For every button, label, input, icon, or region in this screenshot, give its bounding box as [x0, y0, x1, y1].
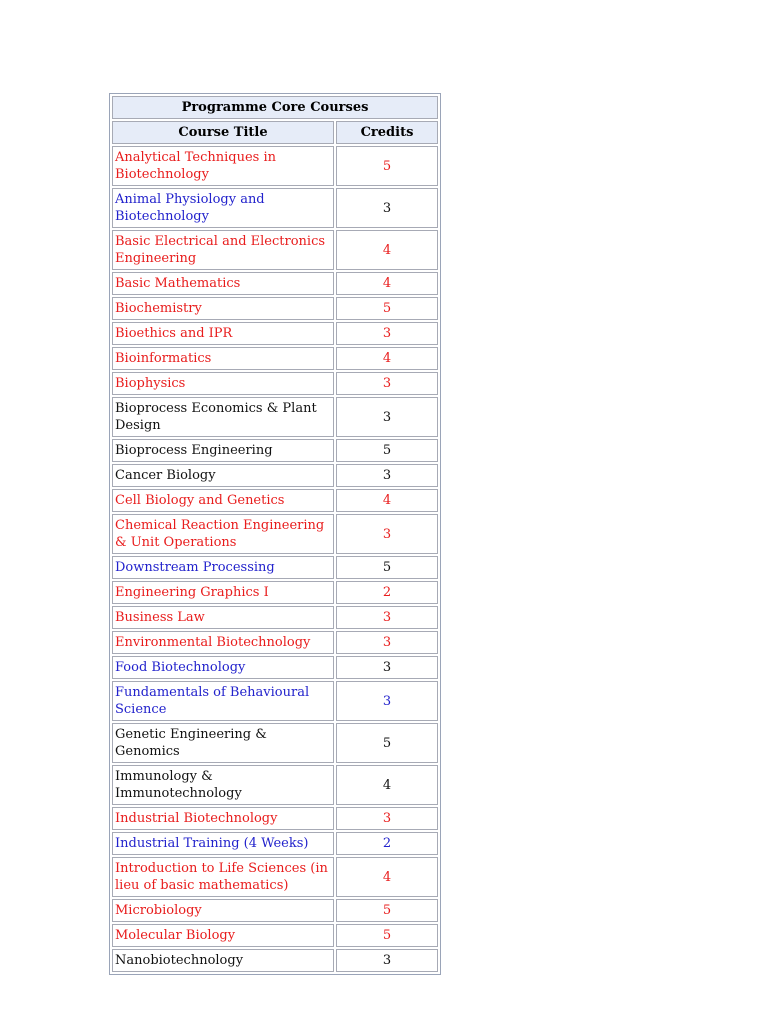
credits-cell: 3	[336, 322, 438, 345]
credits-cell: 5	[336, 556, 438, 579]
credits-cell: 3	[336, 606, 438, 629]
course-title-cell[interactable]: Biophysics	[112, 372, 334, 395]
credits-cell: 3	[336, 631, 438, 654]
table-caption-row	[112, 96, 438, 119]
table-row	[112, 949, 438, 972]
course-title-cell[interactable]: Molecular Biology	[112, 924, 334, 947]
table-row	[112, 807, 438, 830]
course-title-cell[interactable]: Analytical Techniques in Biotechnology	[112, 146, 334, 186]
table-row	[112, 489, 438, 512]
table-row	[112, 188, 438, 228]
table-row	[112, 631, 438, 654]
credits-cell: 3	[336, 514, 438, 554]
course-title-cell: Cancer Biology	[112, 464, 334, 487]
column-header-course-title: Course Title	[112, 121, 334, 144]
table-row	[112, 347, 438, 370]
course-title-cell[interactable]: Basic Electrical and Electronics Engineering	[112, 230, 334, 270]
course-title-cell[interactable]: Biochemistry	[112, 297, 334, 320]
table-row	[112, 146, 438, 186]
credits-cell: 5	[336, 723, 438, 763]
course-title-cell[interactable]: Chemical Reaction Engineering & Unit Operations	[112, 514, 334, 554]
table-row	[112, 297, 438, 320]
course-title-cell[interactable]: Engineering Graphics I	[112, 581, 334, 604]
credits-cell: 3	[336, 372, 438, 395]
course-title-cell[interactable]: Downstream Processing	[112, 556, 334, 579]
course-title-cell[interactable]: Environmental Biotechnology	[112, 631, 334, 654]
course-title-cell: Immunology & Immunotechnology	[112, 765, 334, 805]
table-row	[112, 322, 438, 345]
course-title-cell[interactable]: Business Law	[112, 606, 334, 629]
course-title-cell: Bioprocess Economics & Plant Design	[112, 397, 334, 437]
table-row	[112, 656, 438, 679]
course-title-cell[interactable]: Animal Physiology and Biotechnology	[112, 188, 334, 228]
table-row	[112, 272, 438, 295]
table-row	[112, 832, 438, 855]
course-title-cell[interactable]: Microbiology	[112, 899, 334, 922]
course-title-cell[interactable]: Basic Mathematics	[112, 272, 334, 295]
table-caption: Programme Core Courses	[112, 96, 438, 119]
credits-cell: 5	[336, 899, 438, 922]
table-row	[112, 765, 438, 805]
programme-core-courses-table	[110, 94, 440, 974]
course-table-container	[109, 93, 441, 975]
course-title-cell[interactable]: Industrial Biotechnology	[112, 807, 334, 830]
credits-cell: 4	[336, 272, 438, 295]
course-title-cell[interactable]: Bioethics and IPR	[112, 322, 334, 345]
credits-cell: 4	[336, 230, 438, 270]
credits-cell: 3	[336, 807, 438, 830]
table-row	[112, 606, 438, 629]
table-row	[112, 723, 438, 763]
course-title-cell: Nanobiotechnology	[112, 949, 334, 972]
credits-cell: 3	[336, 188, 438, 228]
column-header-credits: Credits	[336, 121, 438, 144]
table-row	[112, 464, 438, 487]
credits-cell: 5	[336, 924, 438, 947]
course-title-cell: Genetic Engineering & Genomics	[112, 723, 334, 763]
table-row	[112, 681, 438, 721]
table-row	[112, 556, 438, 579]
credits-cell: 4	[336, 347, 438, 370]
table-row	[112, 857, 438, 897]
credits-cell: 4	[336, 765, 438, 805]
table-row	[112, 514, 438, 554]
table-body	[112, 146, 438, 972]
credits-cell: 4	[336, 489, 438, 512]
credits-cell: 5	[336, 297, 438, 320]
credits-cell: 2	[336, 581, 438, 604]
credits-cell: 5	[336, 439, 438, 462]
credits-cell: 3	[336, 681, 438, 721]
credits-cell: 3	[336, 464, 438, 487]
table-row	[112, 581, 438, 604]
table-row	[112, 397, 438, 437]
credits-cell: 3	[336, 949, 438, 972]
credits-cell: 3	[336, 397, 438, 437]
credits-cell: 5	[336, 146, 438, 186]
credits-cell: 3	[336, 656, 438, 679]
table-row	[112, 439, 438, 462]
credits-cell: 4	[336, 857, 438, 897]
table-row	[112, 924, 438, 947]
course-title-cell[interactable]: Industrial Training (4 Weeks)	[112, 832, 334, 855]
course-title-cell[interactable]: Food Biotechnology	[112, 656, 334, 679]
table-row	[112, 230, 438, 270]
table-row	[112, 899, 438, 922]
table-row	[112, 372, 438, 395]
course-title-cell[interactable]: Fundamentals of Behavioural Science	[112, 681, 334, 721]
course-title-cell[interactable]: Introduction to Life Sciences (in lieu of basic mathematics)	[112, 857, 334, 897]
course-title-cell: Bioprocess Engineering	[112, 439, 334, 462]
table-header-row	[112, 121, 438, 144]
course-title-cell[interactable]: Bioinformatics	[112, 347, 334, 370]
credits-cell: 2	[336, 832, 438, 855]
course-title-cell[interactable]: Cell Biology and Genetics	[112, 489, 334, 512]
